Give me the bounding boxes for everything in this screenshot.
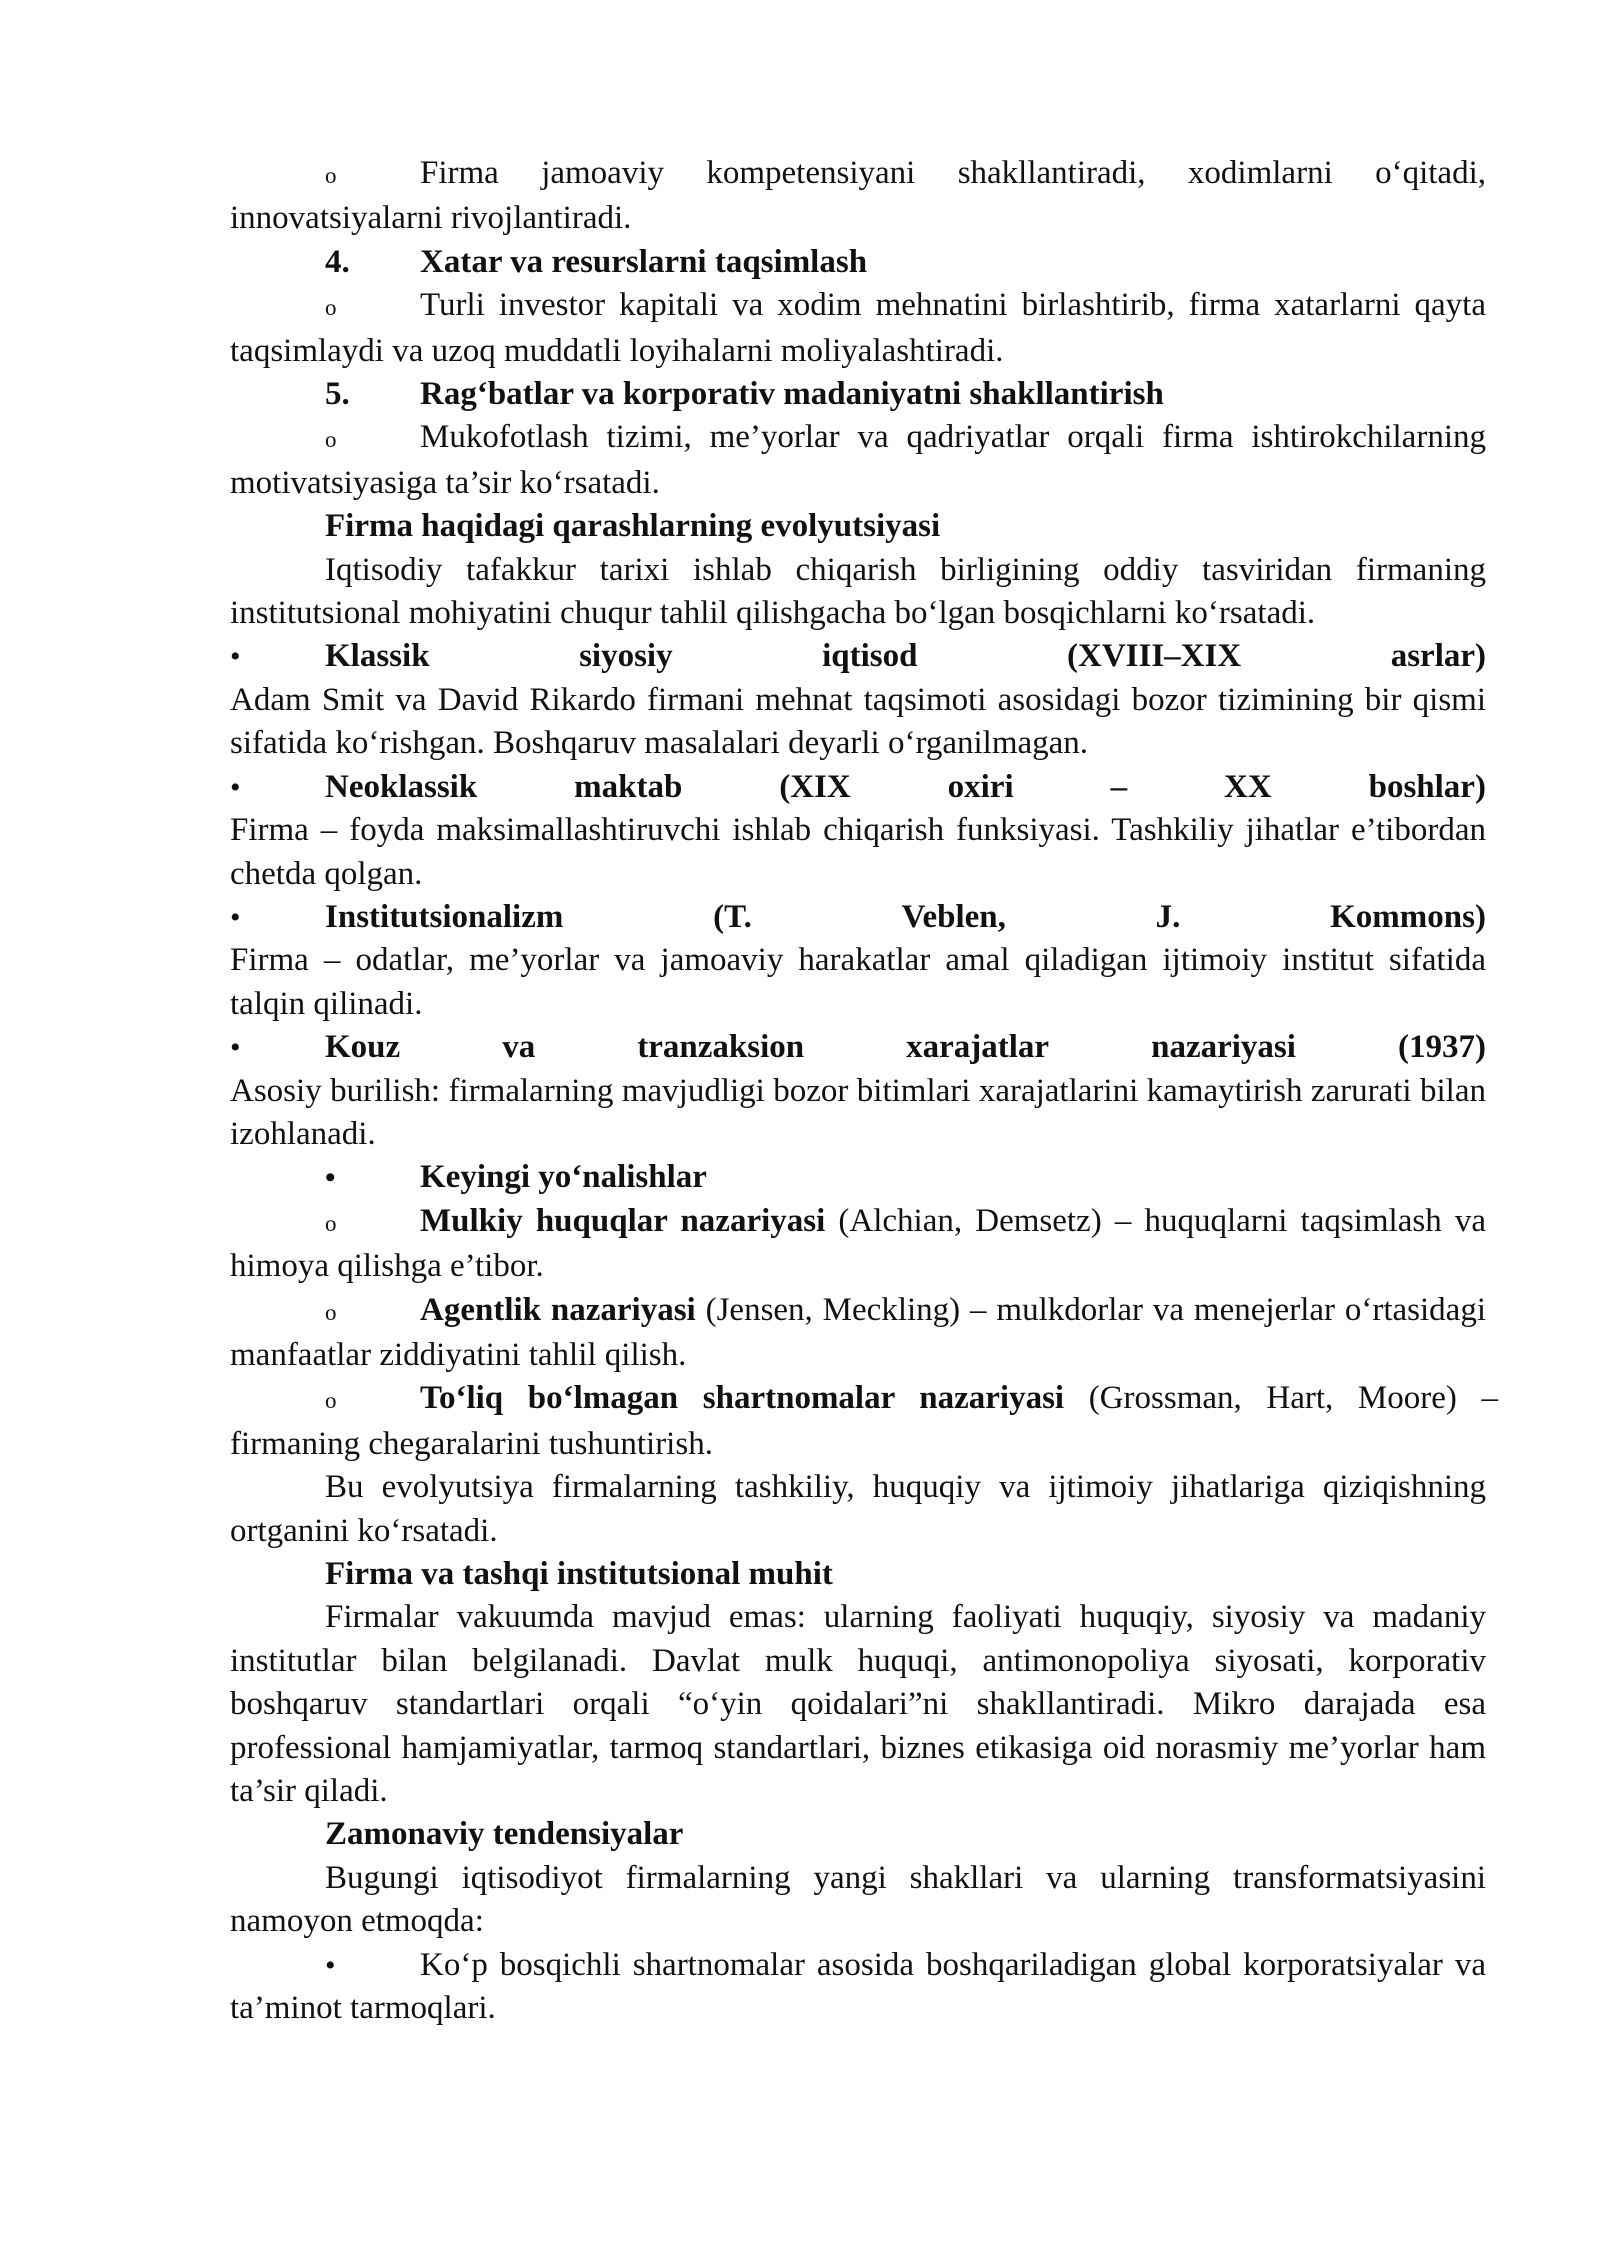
list-heading-text: Xatar va resurslarni taqsimlash: [420, 243, 868, 280]
paragraph-trends: Bugungi iqtisodiyot firmalarning yangi shakllari va ularning transformatsiyasini namoyon etmoqda:: [230, 1859, 1486, 1940]
bullet-icon: •: [230, 1031, 241, 1065]
school-heading: Neoklassik maktab (XIX oxiri – XX boshlar): [325, 768, 1486, 805]
section-heading-evolution: Firma haqidagi qarashlarning evolyutsiyasi: [325, 508, 941, 545]
bullet-icon: •: [230, 770, 241, 804]
bullet-icon: •: [230, 900, 241, 934]
paragraph-text: Turli investor kapitali va xodim mehnatini birlashtirib, firma xatarlarni qayta taqsimlaydi va uzoq muddatli loyihalarni moliyalashtiradi.: [230, 287, 1486, 369]
theory-text: (Grossman, Hart, Moore) – firmaning chegaralarini tushuntirish.: [230, 1380, 1499, 1462]
trend-text: Ko‘p bosqichli shartnomalar asosida boshqariladigan global korporatsiyalar va ta’minot tarmoqlari.: [230, 1946, 1486, 2027]
circle-bullet-icon: o: [325, 427, 337, 453]
school-institutionalism: [230, 896, 1486, 1026]
school-heading: Institutsionalizm (T. Veblen, J. Kommons): [325, 898, 1486, 935]
paragraph-risk: [230, 284, 1486, 373]
school-heading: Klassik siyosiy iqtisod (XVIII–XIX asrlar): [325, 638, 1486, 675]
circle-bullet-icon: o: [325, 1299, 337, 1325]
paragraph-incentives: [230, 416, 1486, 505]
school-coase: [230, 1026, 1486, 1156]
paragraph-text: Firma jamoaviy kompetensiyani shakllantiradi, xodimlarni o‘qitadi, innovatsiyalarni rivojlantiradi.: [230, 155, 1486, 237]
list-heading-5: [230, 373, 1486, 416]
theory-property-rights: [230, 1200, 1486, 1289]
paragraph-environment: Firmalar vakuumda mavjud emas: ularning faoliyati huquqiy, siyosiy va madaniy institutlar bilan belgilanadi. Davlat mulk huquqi, antimonopoliya siyosati, korporativ boshqaruv standartlari orqali “o‘yin qoidalari”ni shakllantiradi. Mikro darajada esa professional hamjamiyatlar, tarmoq standartlari, biznes etikasiga oid norasmiy me’yorlar ham ta’sir qiladi.: [230, 1599, 1486, 1810]
list-heading-text: Rag‘batlar va korporativ madaniyatni shakllantirish: [420, 376, 1164, 413]
list-number: 4.: [325, 243, 350, 280]
theory-name: To‘liq bo‘lmagan shartnomalar nazariyasi: [420, 1380, 1065, 1417]
school-text: Asosiy burilish: firmalarning mavjudligi bozor bitimlari xarajatlarini kamaytirish zarurati bilan izohlanadi.: [230, 1072, 1486, 1152]
paragraph-competence: [230, 152, 1486, 241]
theory-incomplete-contracts: [230, 1377, 1498, 1466]
circle-bullet-icon: o: [325, 163, 337, 188]
paragraph-interest: Bu evolyutsiya firmalarning tashkiliy, huquqiy va ijtimoiy jihatlariga qiziqishning ortganini ko‘rsatadi.: [230, 1469, 1486, 1549]
bullet-icon: •: [325, 1161, 336, 1195]
list-number: 5.: [325, 376, 350, 413]
school-neoclassical: [230, 766, 1486, 896]
circle-bullet-icon: o: [325, 295, 337, 321]
section-heading-trends: Zamonaviy tendensiyalar: [325, 1816, 684, 1853]
theory-name: Agentlik nazariyasi: [420, 1291, 696, 1328]
list-heading-4: [230, 241, 1486, 284]
theory-agency: [230, 1289, 1486, 1378]
school-text: Firma – foyda maksimallashtiruvchi ishlab chiqarish funksiyasi. Tashkiliy jihatlar e’tibordan chetda qolgan.: [230, 812, 1486, 892]
section-heading-environment: Firma va tashqi institutsional muhit: [325, 1556, 833, 1592]
theory-text: (Jensen, Meckling) – mulkdorlar va menejerlar o‘rtasidagi manfaatlar ziddiyatini tahlil qilish.: [230, 1291, 1486, 1373]
theory-name: Mulkiy huquqlar nazariyasi: [420, 1202, 826, 1239]
circle-bullet-icon: o: [325, 1210, 337, 1236]
school-heading: Kouz va tranzaksion xarajatlar nazariyasi (1937): [325, 1029, 1486, 1066]
school-text: Adam Smit va David Rikardo firmani mehnat taqsimoti asosidagi bozor tizimining bir qismi sifatida ko‘rishgan. Boshqaruv masalalari deyarli o‘rganilmagan.: [230, 681, 1486, 762]
theory-text: (Alchian, Demsetz) – huquqlarni taqsimlash va himoya qilishga e’tibor.: [230, 1202, 1486, 1285]
bullet-icon: •: [230, 640, 241, 674]
paragraph-text: Mukofotlash tizimi, me’yorlar va qadriyatlar orqali firma ishtirokchilarning motivatsiyasiga ta’sir ko‘rsatadi.: [230, 419, 1486, 501]
trend-item: [230, 1944, 1486, 2031]
school-text: Firma – odatlar, me’yorlar va jamoaviy harakatlar amal qiladigan ijtimoiy institut sifatida talqin qilinadi.: [230, 942, 1486, 1022]
bullet-icon: •: [325, 1948, 336, 1982]
school-classical: [230, 635, 1486, 765]
circle-bullet-icon: o: [325, 1388, 337, 1414]
later-directions-heading: • Keyingi yo‘nalishlar: [230, 1156, 1486, 1199]
paragraph-evolution: Iqtisodiy tafakkur tarixi ishlab chiqarish birligining oddiy tasviridan firmaning institutsional mohiyatini chuqur tahlil qilishgacha bo‘lgan bosqichlarni ko‘rsatadi.: [230, 551, 1486, 632]
